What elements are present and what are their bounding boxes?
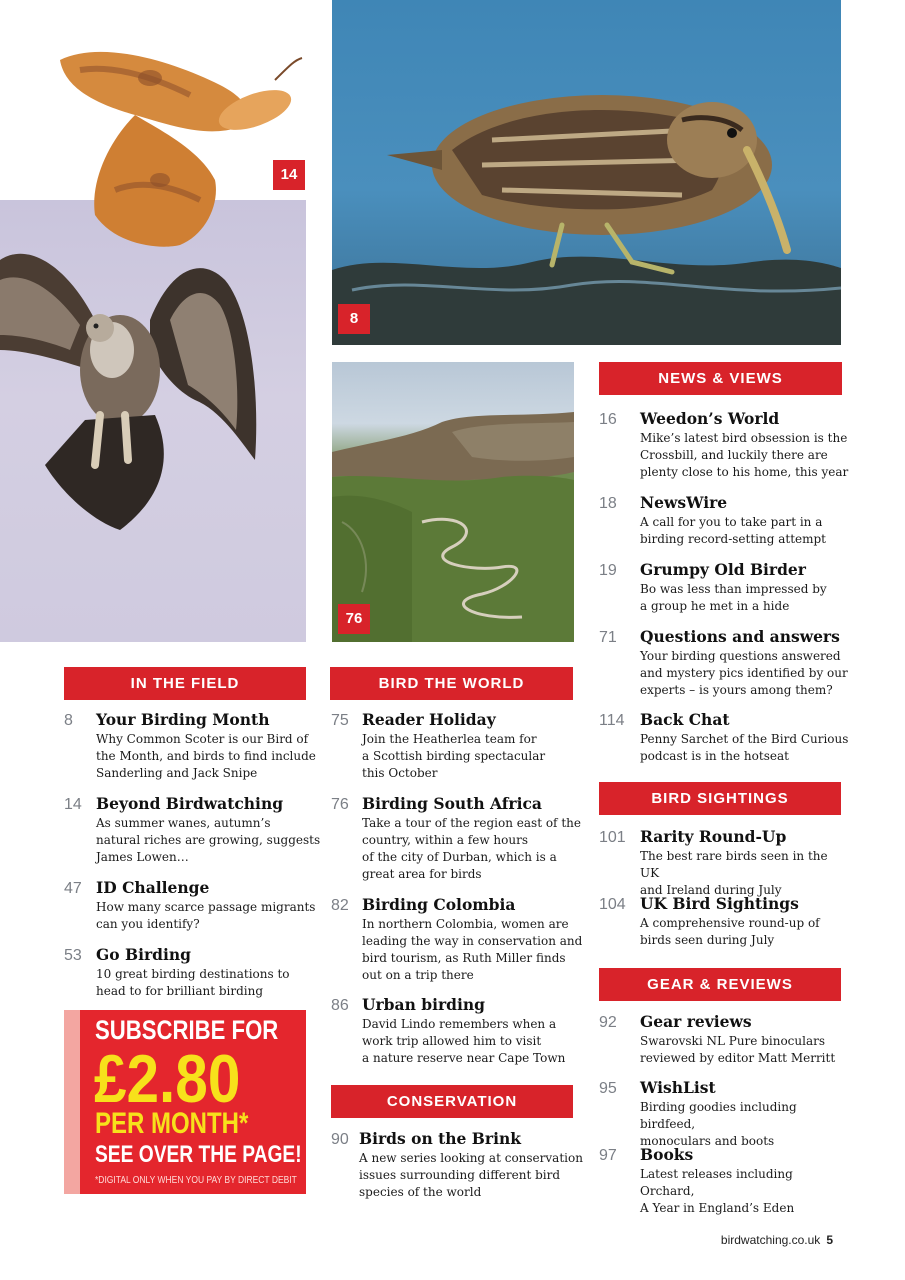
entry-title: UK Bird Sightings: [640, 894, 799, 913]
toc-entry[interactable]: [599, 409, 849, 479]
entry-title: Back Chat: [640, 710, 730, 729]
entry-title: Your Birding Month: [96, 710, 270, 729]
toc-entry[interactable]: [331, 995, 581, 1065]
entry-description: Bo was less than impressed by a group he met in a hide: [640, 582, 827, 613]
entry-description: Your birding questions answered and mystery pics identified by our experts – is yours among them?: [640, 649, 848, 697]
page-number: 47: [64, 880, 82, 897]
page-number: 97: [599, 1147, 617, 1164]
moth-illustration: [40, 30, 305, 255]
promo-stripe: [64, 1010, 80, 1194]
entry-description: 10 great birding destinations to head to for brilliant birding: [96, 967, 290, 998]
entry-description: How many scarce passage migrants can you identify?: [96, 900, 316, 931]
toc-entry[interactable]: [64, 794, 321, 864]
entry-description: A new series looking at conservation issues surrounding different bird species of the world: [359, 1151, 583, 1199]
entry-description: Take a tour of the region east of the country, within a few hours of the city of Durban, which is a great area for birds: [362, 816, 581, 881]
toc-entry[interactable]: [599, 1012, 849, 1067]
entry-title: ID Challenge: [96, 878, 210, 897]
promo-period: PER MONTH*: [95, 1107, 249, 1140]
moth-page-badge: 14: [273, 160, 305, 190]
entry-title: Go Birding: [96, 945, 191, 964]
entry-description: David Lindo remembers when a work trip allowed him to visit a nature reserve near Cape Town: [362, 1017, 566, 1065]
page-number: 16: [599, 411, 617, 428]
snipe-page-badge: 8: [338, 304, 370, 334]
section-heading-in-the-field: IN THE FIELD: [64, 667, 306, 700]
page-number: 104: [599, 896, 626, 913]
toc-entry[interactable]: [599, 894, 849, 949]
promo-cta: SEE OVER THE PAGE!: [95, 1141, 302, 1168]
entry-title: Grumpy Old Birder: [640, 560, 806, 579]
moth-photo: [40, 30, 305, 255]
page-number: 18: [599, 495, 617, 512]
entry-description: A comprehensive round-up of birds seen during July: [640, 916, 820, 947]
toc-entry[interactable]: [599, 1145, 849, 1215]
toc-entry[interactable]: [599, 627, 849, 697]
entry-description: The best rare birds seen in the UK and Ireland during July: [640, 849, 828, 897]
entry-title: Birding South Africa: [362, 794, 542, 813]
toc-entry[interactable]: [599, 560, 849, 615]
section-heading-bird-sightings: BIRD SIGHTINGS: [599, 782, 841, 815]
toc-entry[interactable]: [331, 710, 581, 780]
promo-price: £2.80: [94, 1041, 241, 1117]
promo-headline: SUBSCRIBE FOR: [95, 1015, 279, 1045]
page-number: 76: [331, 796, 349, 813]
entry-description: Why Common Scoter is our Bird of the Month, and birds to find include Sanderling and Jack Snipe: [96, 732, 316, 780]
toc-entry[interactable]: [599, 827, 849, 897]
toc-entry[interactable]: [64, 710, 314, 780]
entry-description: Join the Heatherlea team for a Scottish birding spectacular this October: [362, 732, 546, 780]
page-number: 95: [599, 1080, 617, 1097]
toc-entry[interactable]: [64, 878, 314, 933]
section-heading-news-views: NEWS & VIEWS: [599, 362, 842, 395]
page-number: 101: [599, 829, 626, 846]
page-number: 75: [331, 712, 349, 729]
section-heading-gear-reviews: GEAR & REVIEWS: [599, 968, 841, 1001]
toc-entry[interactable]: [599, 493, 849, 548]
entry-title: Birding Colombia: [362, 895, 516, 914]
entry-description: Swarovski NL Pure binoculars reviewed by editor Matt Merritt: [640, 1034, 836, 1065]
entry-title: Beyond Birdwatching: [96, 794, 284, 813]
entry-title: Urban birding: [362, 995, 485, 1014]
toc-entry[interactable]: [599, 1078, 849, 1148]
entry-title: Gear reviews: [640, 1012, 752, 1031]
page-number: 90: [331, 1131, 349, 1148]
subscribe-promo[interactable]: [64, 1010, 306, 1194]
folio-number: 5: [826, 1233, 833, 1247]
mountain-pass-photo: [332, 362, 574, 642]
page-footer: [721, 1233, 833, 1247]
page-number: 114: [599, 712, 625, 729]
entry-title: Books: [640, 1145, 694, 1164]
entry-description: A call for you to take part in a birding record-setting attempt: [640, 515, 827, 546]
entry-title: Birds on the Brink: [359, 1129, 521, 1148]
raptor-illustration: [0, 200, 306, 642]
entry-title: Reader Holiday: [362, 710, 496, 729]
toc-entry[interactable]: [64, 945, 314, 1000]
snipe-illustration: [332, 0, 841, 345]
page-number: 86: [331, 997, 349, 1014]
entry-description: In northern Colombia, women are leading the way in conservation and bird tourism, as Ruth Miller finds out on a trip there: [362, 917, 583, 982]
snipe-photo: [332, 0, 841, 345]
site-url[interactable]: birdwatching.co.uk: [720, 1233, 821, 1247]
page-number: 14: [64, 796, 82, 813]
toc-entry[interactable]: [331, 895, 581, 985]
section-heading-conservation: CONSERVATION: [331, 1085, 573, 1118]
toc-entry[interactable]: [599, 710, 849, 765]
page-number: 92: [599, 1014, 617, 1031]
entry-title: Questions and answers: [640, 627, 840, 646]
page-number: 8: [64, 712, 73, 729]
section-heading-bird-the-world: BIRD THE WORLD: [330, 667, 573, 700]
entry-title: Rarity Round-Up: [640, 827, 787, 846]
entry-title: NewsWire: [640, 493, 728, 512]
entry-title: Weedon’s World: [640, 409, 780, 428]
entry-description: As summer wanes, autumn’s natural riches are growing, suggests James Lowen…: [96, 816, 321, 864]
mountain-page-badge: 76: [338, 604, 370, 634]
entry-description: Latest releases including Orchard, A Year in England’s Eden: [640, 1167, 795, 1215]
page-number: 19: [599, 562, 617, 579]
page-number: 71: [599, 629, 617, 646]
entry-description: Penny Sarchet of the Bird Curious podcast is in the hotseat: [640, 732, 849, 763]
entry-description: Mike’s latest bird obsession is the Crossbill, and luckily there are plenty close to his home, this year: [640, 431, 849, 479]
toc-entry[interactable]: [331, 1129, 581, 1199]
promo-note: *DIGITAL ONLY WHEN YOU PAY BY DIRECT DEBIT: [95, 1175, 297, 1186]
page-number: 53: [64, 947, 82, 964]
entry-description: Birding goodies including birdfeed, monoculars and boots: [640, 1100, 797, 1148]
mountain-illustration: [332, 362, 574, 642]
raptor-photo: [0, 200, 306, 642]
entry-title: WishList: [640, 1078, 716, 1097]
toc-entry[interactable]: [331, 794, 581, 884]
page-number: 82: [331, 897, 349, 914]
